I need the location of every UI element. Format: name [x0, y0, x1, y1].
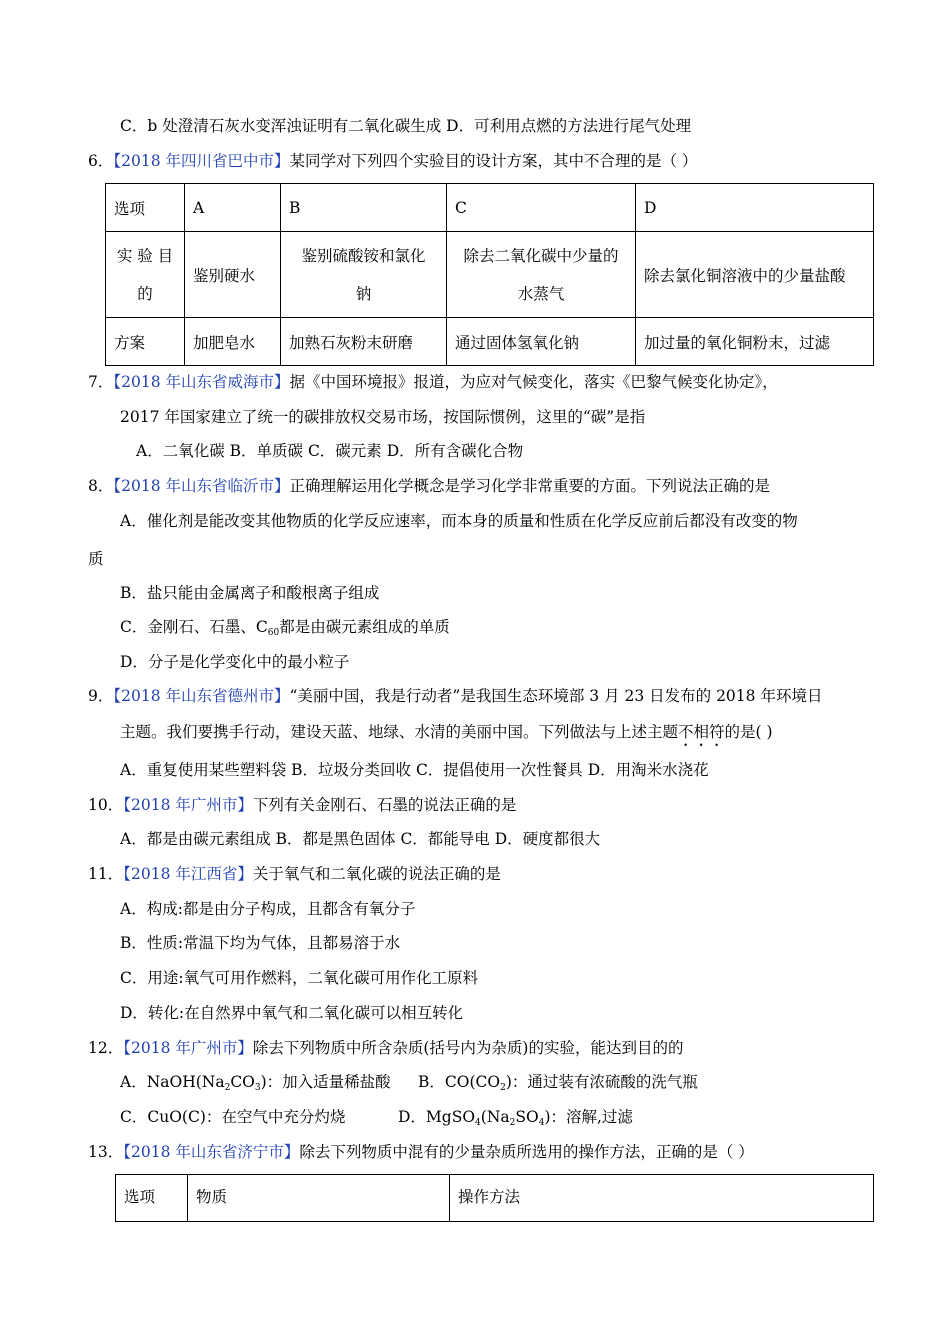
option-d: D．转化:在自然界中氧气和二氧化碳可以相互转化	[120, 1004, 464, 1022]
question-source: 【2018 年江西省】	[123, 865, 253, 883]
question-source: 【2018 年广州市】	[123, 796, 253, 814]
table-cell: 方案	[106, 318, 185, 366]
question-source: 【2018 年山东省临沂市】	[113, 477, 290, 495]
table-cell: 加熟石灰粉末研磨	[281, 318, 447, 366]
question-source: 【2018 年广州市】	[123, 1039, 253, 1057]
option-c: C．用途:氧气可用作燃料，二氧化碳可用作化工原料	[120, 969, 479, 987]
table-cell: 实 验 目 的	[106, 232, 185, 318]
question-text: 关于氧气和二氧化碳的说法正确的是	[252, 865, 501, 883]
question-text: “美丽中国，我是行动者”是我国生态环境部 3 月 23 日发布的 2018 年环境日	[289, 687, 823, 705]
option-b: B．性质:常温下均为气体，且都易溶于水	[120, 934, 401, 952]
table-header-cell: A	[185, 184, 281, 232]
question-number: 13．	[88, 1143, 124, 1161]
table-cell: 加过量的氧化铜粉末，过滤	[636, 318, 874, 366]
question-text: 除去下列物质中混有的少量杂质所选用的操作方法，正确的是（ ）	[299, 1143, 754, 1161]
question-source: 【2018 年山东省威海市】	[113, 373, 290, 391]
table-header-cell: 操作方法	[450, 1175, 874, 1222]
table-header-cell: C	[447, 184, 636, 232]
table-cell: 加肥皂水	[185, 318, 281, 366]
question-text: 下列有关金刚石、石墨的说法正确的是	[252, 796, 517, 814]
question-7-text-cont: 2017 年国家建立了统一的碳排放权交易市场，按国际惯例，这里的“碳”是指	[120, 408, 646, 426]
table-cell: 鉴别硫酸铵和氯化 钠	[281, 232, 447, 318]
table-header-cell: D	[636, 184, 874, 232]
question-source: 【2018 年四川省巴中市】	[113, 152, 290, 170]
table-cell: 除去二氧化碳中少量的 水蒸气	[447, 232, 636, 318]
question-number: 12．	[88, 1039, 124, 1057]
option-d: D．$MgSO_4(Na_2SO_4)$：溶解,过滤	[398, 1108, 633, 1128]
option-a: A．催化剂是能改变其他物质的化学反应速率，而本身的质量和性质在化学反应前后都没有改变的物	[120, 512, 798, 530]
question-10	[88, 795, 516, 815]
question-6	[88, 151, 697, 171]
table-cell: 通过固体氢氧化钠	[447, 318, 636, 366]
option-d: D．分子是化学变化中的最小粒子	[120, 653, 350, 671]
option-b: B．盐只能由金属离子和酸根离子组成	[120, 584, 380, 602]
question-9	[88, 686, 822, 706]
question-12	[88, 1038, 683, 1058]
question-13	[88, 1142, 754, 1162]
table-header-cell: 选项	[106, 184, 185, 232]
question-number: 7．	[88, 373, 114, 391]
table-cell: 除去氯化铜溶液中的少量盐酸	[636, 232, 874, 318]
question-number: 6．	[88, 152, 114, 170]
emphasized-text: 不相符	[678, 723, 725, 741]
q5-option-c-d: C．b 处澄清石灰水变浑浊证明有二氧化碳生成 D．可利用点燃的方法进行尾气处理	[120, 117, 692, 135]
table-cell: 鉴别硬水	[185, 232, 281, 318]
question-number: 9．	[88, 687, 114, 705]
question-source: 【2018 年山东省德州市】	[113, 687, 290, 705]
option-a-cont: 质	[88, 550, 104, 568]
question-text: 某同学对下列四个实验目的设计方案，其中不合理的是（ ）	[289, 152, 698, 170]
question-9-text-cont: 主题。我们要携手行动，建设天蓝、地绿、水清的美丽中国。下列做法与上述主题不相符的是( )	[120, 723, 773, 741]
option-c: C．CuO(C)：在空气中充分灼烧	[120, 1108, 346, 1126]
question-text: 正确理解运用化学概念是学习化学非常重要的方面。下列说法正确的是	[289, 477, 771, 495]
question-7	[88, 372, 778, 392]
q6-table	[105, 183, 874, 366]
question-number: 11．	[88, 865, 124, 883]
option-a: A．$NaOH(Na_2CO_3)$：加入适量稀盐酸	[120, 1073, 391, 1093]
table-header-cell: 物质	[188, 1175, 450, 1222]
option-c: C．金刚石、石墨、$C_{60}$都是由碳元素组成的单质	[120, 618, 450, 638]
table-header-row	[106, 184, 874, 232]
question-9-options: A．重复使用某些塑料袋 B．垃圾分类回收 C．提倡使用一次性餐具 D．用淘米水浇花	[120, 761, 709, 779]
question-number: 10．	[88, 796, 124, 814]
question-text: 除去下列物质中所含杂质(括号内为杂质)的实验，能达到目的的	[252, 1039, 684, 1057]
question-10-options: A．都是由碳元素组成 B．都是黑色固体 C．都能导电 D．硬度都很大	[120, 830, 601, 848]
table-header-row	[116, 1175, 874, 1222]
table-header-cell: B	[281, 184, 447, 232]
q13-table	[115, 1174, 874, 1222]
table-row	[106, 318, 874, 366]
question-11	[88, 864, 501, 884]
question-source: 【2018 年山东省济宁市】	[123, 1143, 300, 1161]
question-number: 8．	[88, 477, 114, 495]
option-a: A．构成:都是由分子构成，且都含有氧分子	[120, 900, 416, 918]
question-8	[88, 476, 770, 496]
option-b: B．$CO(CO_2)$：通过装有浓硫酸的洗气瓶	[418, 1073, 698, 1093]
table-header-cell: 选项	[116, 1175, 188, 1222]
table-row	[106, 232, 874, 318]
question-text: 据《中国环境报》报道，为应对气候变化，落实《巴黎气候变化协定》，	[289, 373, 778, 391]
question-7-options: A．二氧化碳 B．单质碳 C．碳元素 D．所有含碳化合物	[136, 442, 524, 460]
